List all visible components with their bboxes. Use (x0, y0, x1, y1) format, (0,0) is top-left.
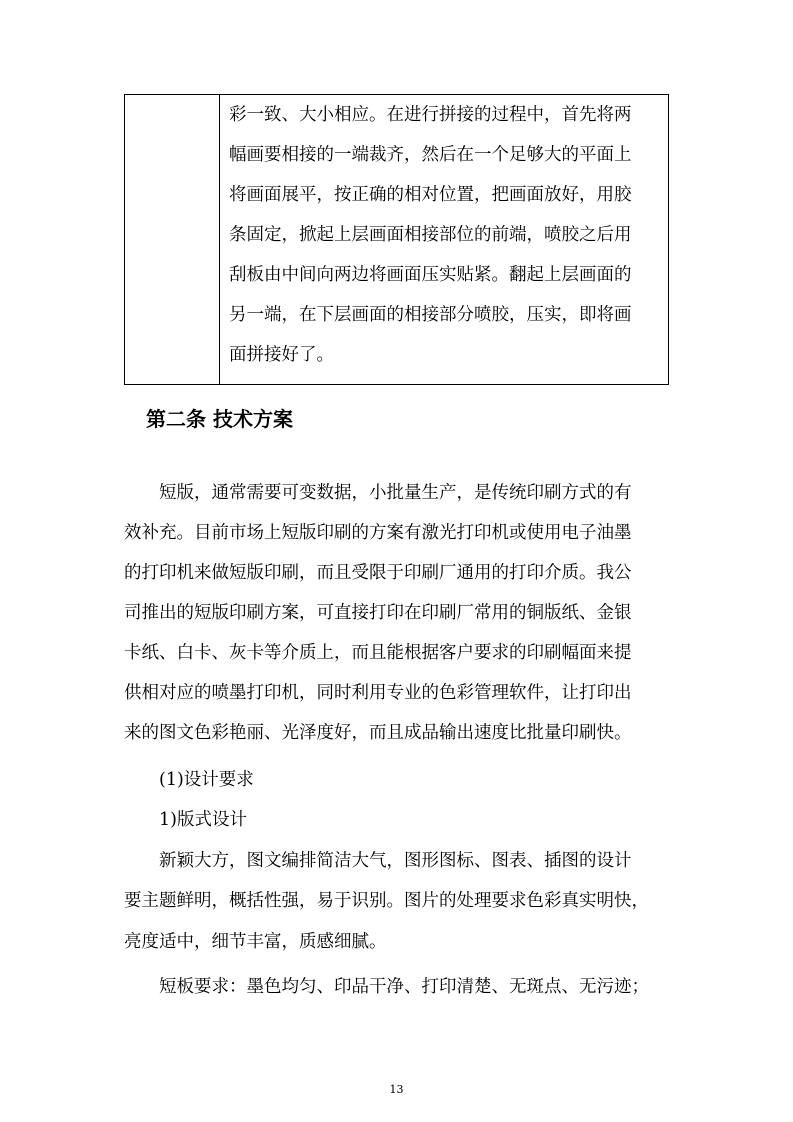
body-line: 司推出的短版印刷方案，可直接打印在印刷厂常用的铜版纸、金银 (124, 603, 632, 623)
table-line: 将画面展平，按正确的相对位置，把画面放好，用胶 (229, 185, 632, 205)
body-line: 效补充。目前市场上短版印刷的方案有激光打印机或使用电子油墨 (124, 523, 632, 543)
subheading-layout-design: 1)版式设计 (159, 810, 247, 830)
table-line: 彩一致、大小相应。在进行拼接的过程中，首先将两 (229, 105, 632, 125)
section-heading: 第二条 技术方案 (146, 407, 293, 431)
body-line: 供相对应的喷墨打印机，同时利用专业的色彩管理软件，让打印出 (124, 683, 632, 703)
table-line: 幅画要相接的一端裁齐，然后在一个足够大的平面上 (229, 145, 632, 165)
body-line: 短版，通常需要可变数据，小批量生产，是传统印刷方式的有 (159, 483, 632, 503)
table-line: 刮板由中间向两边将画面压实贴紧。翻起上层画面的 (229, 265, 632, 285)
table-line: 面拼接好了。 (229, 345, 334, 365)
subheading-design-requirements: (1)设计要求 (159, 770, 254, 790)
body-line: 新颖大方，图文编排简洁大气，图形图标、图表、插图的设计 (159, 851, 632, 871)
table-line: 另一端，在下层画面的相接部分喷胶，压实，即将画 (229, 305, 632, 325)
body-line: 来的图文色彩艳丽、光泽度好，而且成品输出速度比批量印刷快。 (124, 723, 632, 743)
body-line: 的打印机来做短版印刷，而且受限于印刷厂通用的打印介质。我公 (124, 563, 632, 583)
page-number: 13 (389, 1083, 404, 1096)
body-line: 要主题鲜明，概括性强，易于识别。图片的处理要求色彩真实明快， (124, 891, 649, 911)
body-line: 亮度适中，细节丰富，质感细腻。 (124, 932, 387, 952)
body-line: 短板要求：墨色均匀、印品干净、打印清楚、无斑点、无污迹； (159, 977, 649, 997)
content-table (124, 94, 669, 385)
table-line: 条固定，掀起上层画面相接部位的前端，喷胶之后用 (229, 225, 632, 245)
body-line: 卡纸、白卡、灰卡等介质上，而且能根据客户要求的印刷幅面来提 (124, 643, 632, 663)
table-column-divider (219, 95, 220, 384)
table-cell-text (229, 95, 661, 375)
